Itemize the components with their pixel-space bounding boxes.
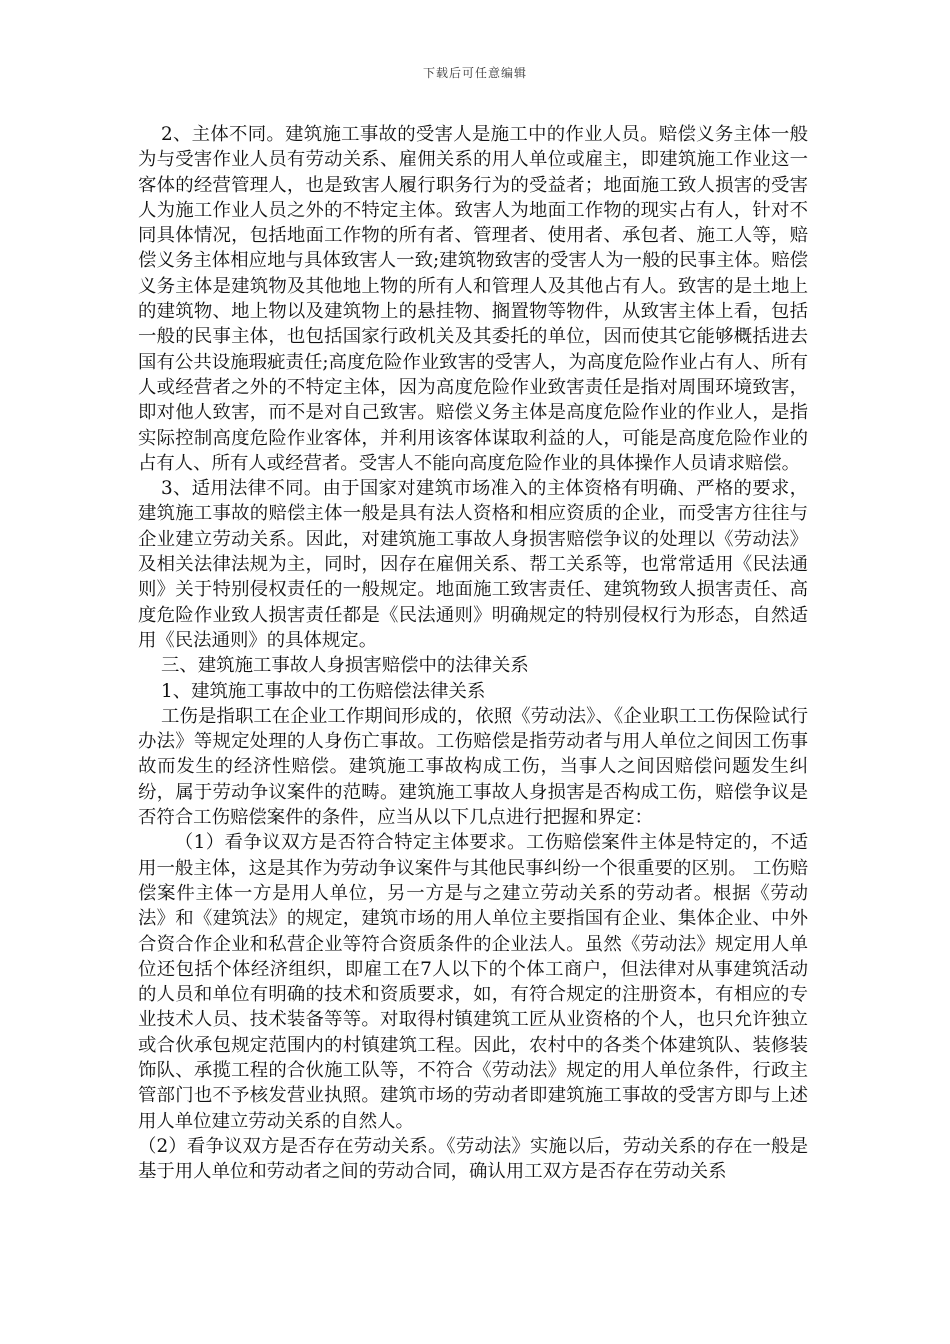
paragraph-applicable-law: 3、适用法律不同。由于国家对建筑市场准入的主体资格有明确、严格的要求，建筑施工事故的赔偿主体一般是具有法人资格和相应资质的企业，而受害方往往与企业建立劳动关系。因此，对建筑施工事故人身损害赔偿争议的处理以《劳动法》及相关法律法规为主，同时，因存在雇佣关系、帮工关系等，也常常适用《民法通则》关于特别侵权责任的一般规定。地面施工致害责任、建筑物致人损害责任、高度危险作业致人损害责任都是《民法通则》明确规定的特别侵权行为形态，自然适用《民法通则》的具体规定。 xyxy=(138,478,808,651)
paragraph-work-injury-definition: 工伤是指职工在企业工作期间形成的，依照《劳动法》、《企业职工工伤保险试行办法》等规定处理的人身伤亡事故。工伤赔偿是指劳动者与用人单位之间因工伤事故而发生的经济性赔偿。建筑施工事故构成工伤，当事人之间因赔偿问题发生纠纷，属于劳动争议案件的范畴。建筑施工事故人身损害是否构成工伤，赔偿争议是否符合工伤赔偿案件的条件，应当从以下几点进行把握和界定： xyxy=(138,705,808,829)
paragraph-point-1-subject: （1）看争议双方是否符合特定主体要求。工伤赔偿案件主体是特定的，不适用一般主体，这是其作为劳动争议案件与其他民事纠纷一个很重要的区别。 工伤赔偿案件主体一方是用人单位，另一方是与之建立劳动关系的劳动者。根据《劳动法》和《建筑法》的规定，建筑市场的用人单位主要指国有企业、集体企业、中外合资合作企业和私营企业等符合资质条件的企业法人。虽然《劳动法》规定用人单位还包括个体经济组织，即雇工在7人以下的个体工商户，但法律对从事建筑活动的人员和单位有明确的技术和资质要求，如，有符合规定的注册资本，有相应的专业技术人员、技术装备等等。对取得村镇建筑工匠从业资格的个人，也只允许独立或合伙承包规定范围内的村镇建筑工程。因此，农村中的各类个体建筑队、装修装饰队、承揽工程的合伙施工队等，不符合《劳动法》规定的用人单位条件，行政主管部门也不予核发营业执照。建筑市场的劳动者即建筑施工事故的受害方即与上述用人单位建立劳动关系的自然人。 xyxy=(138,832,808,1132)
paragraph-point-2-labor-relation: （2）看争议双方是否存在劳动关系。《劳动法》实施以后，劳动关系的存在一般是基于用人单位和劳动者之间的劳动合同，确认用工双方是否存在劳动关系 xyxy=(138,1135,808,1183)
page-header-note: 下载后可任意编辑 xyxy=(422,66,527,80)
section-heading-legal-relations: 三、建筑施工事故人身损害赔偿中的法律关系 xyxy=(161,655,529,677)
subsection-heading-work-injury: 1、建筑施工事故中的工伤赔偿法律关系 xyxy=(161,680,486,702)
paragraph-subject-difference: 2、主体不同。建筑施工事故的受害人是施工中的作业人员。赔偿义务主体一般为与受害作业人员有劳动关系、雇佣关系的用人单位或雇主，即建筑施工作业这一客体的经营管理人，也是致害人履行职务行为的受益者；地面施工致人损害的受害人为施工作业人员之外的不特定主体。致害人为地面工作物的现实占有人，针对不同具体情况，包括地面工作物的所有者、管理者、使用者、承包者、施工人等，赔偿义务主体相应地与具体致害人一致;建筑物致害的受害人为一般的民事主体。赔偿义务主体是建筑物及其他地上物的所有人和管理人及其他占有人。致害的是土地上的建筑物、地上物以及建筑物上的悬挂物、搁置物等物件，从致害主体上看，包括一般的民事主体，也包括国家行政机关及其委托的单位，因而使其它能够概括进去国有公共设施瑕疵责任;高度危险作业致害的受害人，为高度危险作业占有人、所有人或经营者之外的不特定主体，因为高度危险作业致害责任是指对周围环境致害，即对他人致害，而不是对自己致害。赔偿义务主体是高度危险作业的作业人，是指实际控制高度危险作业客体，并利用该客体谋取利益的人，可能是高度危险作业的占有人、所有人或经营者。受害人不能向高度危险作业的具体操作人员请求赔偿。 xyxy=(138,124,808,474)
document-body xyxy=(138,122,808,1184)
